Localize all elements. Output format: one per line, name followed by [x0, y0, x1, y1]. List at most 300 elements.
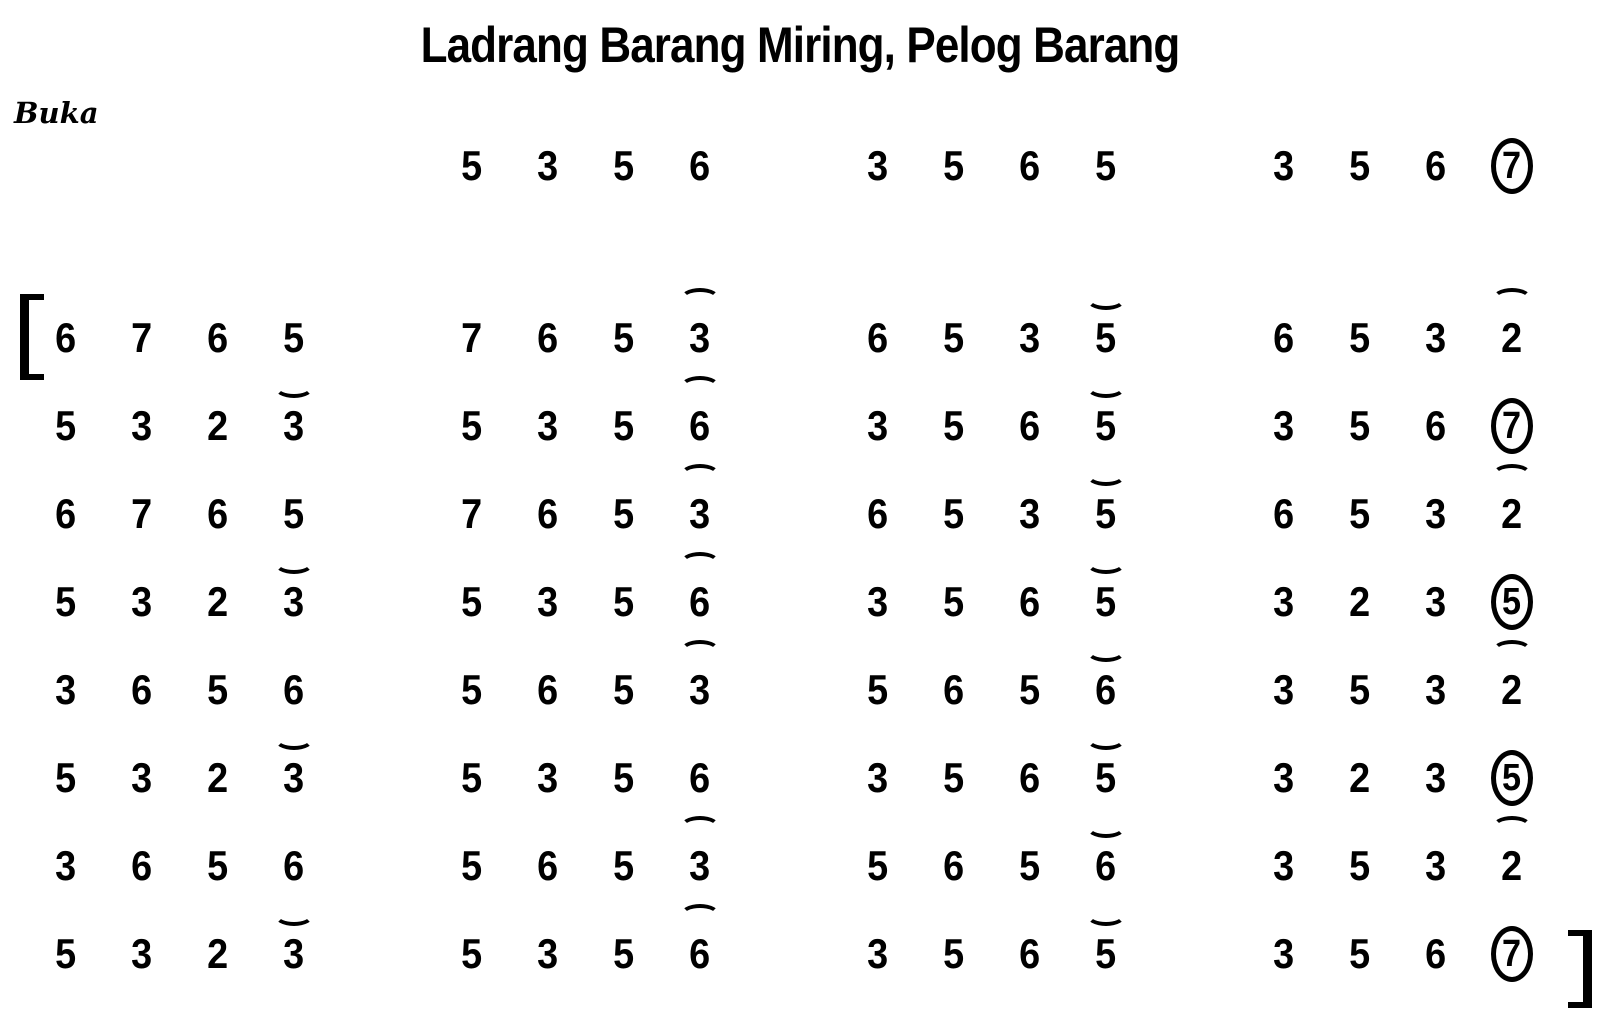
- note-pitch: 5: [613, 666, 635, 713]
- kempul-arc-icon: [1086, 728, 1126, 750]
- note-cell: [1322, 818, 1398, 890]
- note-pitch: 6: [1095, 666, 1117, 713]
- note-cell: [104, 818, 180, 890]
- note-cell: [180, 642, 256, 714]
- note-pitch: 3: [1273, 754, 1295, 801]
- note-cell: [840, 118, 916, 190]
- note-pitch: 5: [461, 666, 483, 713]
- note-cell: [104, 642, 180, 714]
- note-cell: [1474, 466, 1550, 538]
- buka-label: Buka: [14, 96, 99, 130]
- note-pitch: 3: [1019, 314, 1041, 361]
- note-cell: [510, 290, 586, 362]
- mark-slot: [274, 730, 314, 750]
- note-pitch: 5: [1095, 314, 1117, 361]
- pitch-wrap: [1272, 578, 1295, 626]
- note-cell: [510, 554, 586, 626]
- note-cell: [586, 906, 662, 978]
- note-pitch: 5: [613, 578, 635, 625]
- note-pitch: 5: [1502, 757, 1522, 799]
- note-cell: [28, 378, 104, 450]
- pitch-wrap: [282, 314, 305, 362]
- mark-slot: [1492, 818, 1532, 838]
- note-cell: [1068, 466, 1144, 538]
- note-pitch: 3: [689, 490, 711, 537]
- note-cell: [1246, 818, 1322, 890]
- pitch-wrap: [1348, 490, 1371, 538]
- note-pitch: 3: [1019, 490, 1041, 537]
- pitch-wrap: [1094, 842, 1117, 890]
- pitch-wrap: [536, 578, 559, 626]
- note-pitch: 3: [537, 578, 559, 625]
- note-cell: [916, 290, 992, 362]
- note-pitch: 5: [1349, 842, 1371, 889]
- pitch-wrap: [866, 754, 889, 802]
- pitch-wrap: [866, 314, 889, 362]
- note-cell: [180, 466, 256, 538]
- note-cell: [840, 730, 916, 802]
- note-pitch: 5: [613, 490, 635, 537]
- note-pitch: 3: [131, 578, 153, 625]
- gong-circle-icon: [1491, 138, 1533, 194]
- pitch-wrap: [942, 754, 965, 802]
- pitch-wrap: [1018, 578, 1041, 626]
- note-pitch: 6: [55, 490, 77, 537]
- gatra: [840, 466, 1144, 538]
- note-pitch: 2: [1349, 578, 1371, 625]
- note-pitch: 6: [1273, 490, 1295, 537]
- note-cell: [916, 730, 992, 802]
- kempul-arc-icon: [1086, 376, 1126, 398]
- pitch-wrap: [460, 490, 483, 538]
- note-cell: [586, 818, 662, 890]
- pitch-wrap: [130, 490, 153, 538]
- note-cell: [180, 290, 256, 362]
- note-cell: [1246, 906, 1322, 978]
- note-cell: [916, 554, 992, 626]
- note-cell: [1398, 554, 1474, 626]
- note-pitch: 6: [1019, 754, 1041, 801]
- gatra: [1246, 730, 1550, 802]
- pitch-wrap: [612, 142, 635, 190]
- pitch-wrap: [206, 842, 229, 890]
- note-cell: [662, 730, 738, 802]
- pitch-wrap: [460, 930, 483, 978]
- pitch-wrap: [942, 490, 965, 538]
- mark-slot: [1086, 554, 1126, 574]
- note-pitch: 6: [55, 314, 77, 361]
- note-pitch: 2: [1349, 754, 1371, 801]
- note-cell: [510, 378, 586, 450]
- kenong-arc-icon: [1492, 288, 1532, 310]
- pitch-wrap: [282, 578, 305, 626]
- note-cell: [992, 730, 1068, 802]
- pitch-wrap: [1500, 842, 1523, 890]
- note-pitch: 3: [1425, 578, 1447, 625]
- note-cell: [434, 906, 510, 978]
- gatra: [434, 906, 738, 978]
- pitch-wrap: [130, 754, 153, 802]
- pitch-wrap: [1500, 666, 1523, 714]
- note-cell: [1068, 818, 1144, 890]
- note-cell: [1322, 290, 1398, 362]
- gong-circle-icon: [1491, 398, 1533, 454]
- mark-slot: [274, 554, 314, 574]
- note-cell: [256, 466, 332, 538]
- note-cell: [434, 554, 510, 626]
- note-pitch: 6: [537, 842, 559, 889]
- gatra: [1246, 118, 1550, 190]
- pitch-wrap: [1500, 314, 1523, 362]
- note-pitch: 5: [461, 842, 483, 889]
- note-cell: [180, 554, 256, 626]
- pitch-wrap: [1424, 490, 1447, 538]
- mark-slot: [680, 466, 720, 486]
- pitch-wrap: [130, 842, 153, 890]
- pitch-wrap: [688, 142, 711, 190]
- notation-row: [0, 378, 1550, 466]
- note-cell: [586, 118, 662, 190]
- note-pitch: 3: [537, 402, 559, 449]
- pitch-wrap: [866, 402, 889, 450]
- note-cell: [28, 906, 104, 978]
- note-pitch: 6: [207, 314, 229, 361]
- mark-slot: [1492, 466, 1532, 486]
- mark-slot: [1086, 642, 1126, 662]
- kempul-arc-icon: [274, 904, 314, 926]
- note-cell: [180, 818, 256, 890]
- note-pitch: 2: [1501, 666, 1523, 713]
- note-cell: [586, 290, 662, 362]
- pitch-wrap: [612, 666, 635, 714]
- pitch-wrap: [206, 314, 229, 362]
- pitch-wrap: [942, 314, 965, 362]
- note-cell: [1068, 642, 1144, 714]
- pitch-wrap: [1094, 578, 1117, 626]
- note-pitch: 3: [689, 314, 711, 361]
- note-pitch: 3: [537, 142, 559, 189]
- note-cell: [586, 642, 662, 714]
- pitch-wrap: [282, 754, 305, 802]
- pitch-wrap: [1424, 754, 1447, 802]
- pitch-wrap: [1272, 402, 1295, 450]
- note-cell: [180, 730, 256, 802]
- pitch-wrap: [612, 578, 635, 626]
- note-cell: [586, 466, 662, 538]
- note-pitch: 5: [943, 402, 965, 449]
- pitch-wrap: [1424, 314, 1447, 362]
- note-cell: [510, 730, 586, 802]
- pitch-wrap: [1424, 666, 1447, 714]
- mark-slot: [1086, 466, 1126, 486]
- note-pitch: 5: [1019, 666, 1041, 713]
- pitch-wrap: [1094, 930, 1117, 978]
- note-cell: [256, 290, 332, 362]
- note-cell: [586, 378, 662, 450]
- note-pitch: 6: [1425, 402, 1447, 449]
- note-cell: [1474, 906, 1550, 978]
- mark-slot: [1086, 290, 1126, 310]
- pitch-wrap: [942, 666, 965, 714]
- pitch-wrap: [1348, 842, 1371, 890]
- kempul-arc-icon: [274, 728, 314, 750]
- note-pitch: 2: [1501, 490, 1523, 537]
- note-cell: [992, 906, 1068, 978]
- notation-row: [0, 906, 1550, 994]
- pitch-wrap: [1491, 578, 1533, 626]
- pitch-wrap: [942, 578, 965, 626]
- note-pitch: 6: [1273, 314, 1295, 361]
- pitch-wrap: [1491, 754, 1533, 802]
- note-pitch: 6: [1425, 142, 1447, 189]
- gatra: [28, 642, 332, 714]
- note-cell: [104, 466, 180, 538]
- gatra: [434, 642, 738, 714]
- note-cell: [1068, 730, 1144, 802]
- gatra: [840, 818, 1144, 890]
- note-cell: [434, 730, 510, 802]
- note-pitch: 6: [207, 490, 229, 537]
- note-cell: [992, 642, 1068, 714]
- pitch-wrap: [688, 666, 711, 714]
- note-pitch: 5: [1095, 490, 1117, 537]
- note-cell: [28, 730, 104, 802]
- pitch-wrap: [130, 578, 153, 626]
- gatra: [434, 118, 738, 190]
- pitch-wrap: [1491, 402, 1533, 450]
- pitch-wrap: [1348, 314, 1371, 362]
- notation-grid: [0, 290, 1550, 994]
- gatra: [840, 118, 1144, 190]
- notation-row: [0, 642, 1550, 730]
- note-cell: [992, 818, 1068, 890]
- pitch-wrap: [688, 314, 711, 362]
- note-cell: [434, 378, 510, 450]
- pitch-wrap: [1424, 930, 1447, 978]
- note-pitch: 3: [1425, 666, 1447, 713]
- pitch-wrap: [1094, 666, 1117, 714]
- note-cell: [434, 118, 510, 190]
- note-pitch: 3: [283, 402, 305, 449]
- pitch-wrap: [536, 490, 559, 538]
- mark-slot: [1492, 642, 1532, 662]
- gatra: [28, 466, 332, 538]
- gatra: [1246, 466, 1550, 538]
- note-pitch: 5: [1095, 142, 1117, 189]
- note-cell: [1246, 466, 1322, 538]
- note-pitch: 6: [943, 842, 965, 889]
- note-pitch: 5: [461, 578, 483, 625]
- note-cell: [1398, 818, 1474, 890]
- gatra: [840, 554, 1144, 626]
- note-cell: [992, 290, 1068, 362]
- kenong-arc-icon: [680, 376, 720, 398]
- note-cell: [1398, 378, 1474, 450]
- repeat-close-bracket-icon: [1568, 930, 1592, 1008]
- note-pitch: 3: [1425, 754, 1447, 801]
- pitch-wrap: [130, 666, 153, 714]
- gatra: [434, 466, 738, 538]
- note-cell: [180, 906, 256, 978]
- note-pitch: 3: [537, 754, 559, 801]
- pitch-wrap: [536, 754, 559, 802]
- repeat-open-bracket-icon: [20, 294, 44, 380]
- note-cell: [104, 378, 180, 450]
- gatra: [1246, 554, 1550, 626]
- note-pitch: 5: [1095, 402, 1117, 449]
- note-pitch: 6: [537, 314, 559, 361]
- note-pitch: 3: [1273, 142, 1295, 189]
- note-pitch: 6: [1019, 142, 1041, 189]
- note-pitch: 5: [1095, 930, 1117, 977]
- note-cell: [434, 290, 510, 362]
- gatra: [840, 378, 1144, 450]
- pitch-wrap: [1272, 142, 1295, 190]
- note-cell: [1322, 906, 1398, 978]
- note-cell: [662, 818, 738, 890]
- gatra: [28, 290, 332, 362]
- note-pitch: 5: [867, 842, 889, 889]
- note-cell: [662, 118, 738, 190]
- pitch-wrap: [206, 666, 229, 714]
- pitch-wrap: [688, 930, 711, 978]
- pitch-wrap: [1272, 666, 1295, 714]
- note-pitch: 3: [1273, 578, 1295, 625]
- pitch-wrap: [1094, 402, 1117, 450]
- note-cell: [28, 554, 104, 626]
- note-cell: [1398, 118, 1474, 190]
- note-pitch: 6: [867, 314, 889, 361]
- pitch-wrap: [688, 754, 711, 802]
- note-cell: [1068, 554, 1144, 626]
- pitch-wrap: [1272, 490, 1295, 538]
- note-pitch: 5: [943, 930, 965, 977]
- pitch-wrap: [206, 402, 229, 450]
- note-pitch: 5: [1349, 402, 1371, 449]
- gatra: [434, 730, 738, 802]
- mark-slot: [1086, 818, 1126, 838]
- pitch-wrap: [282, 930, 305, 978]
- pitch-wrap: [612, 754, 635, 802]
- note-pitch: 3: [55, 842, 77, 889]
- note-cell: [840, 290, 916, 362]
- note-cell: [1246, 290, 1322, 362]
- note-cell: [1246, 554, 1322, 626]
- pitch-wrap: [460, 314, 483, 362]
- pitch-wrap: [282, 490, 305, 538]
- note-pitch: 6: [1019, 578, 1041, 625]
- note-pitch: 5: [867, 666, 889, 713]
- note-pitch: 5: [943, 578, 965, 625]
- note-pitch: 5: [943, 490, 965, 537]
- pitch-wrap: [460, 578, 483, 626]
- pitch-wrap: [536, 402, 559, 450]
- notation-row: [0, 554, 1550, 642]
- kempul-arc-icon: [1086, 464, 1126, 486]
- pitch-wrap: [866, 142, 889, 190]
- gong-circle-icon: [1491, 574, 1533, 630]
- kempul-arc-icon: [1086, 904, 1126, 926]
- note-pitch: 5: [55, 578, 77, 625]
- pitch-wrap: [536, 842, 559, 890]
- kenong-arc-icon: [680, 904, 720, 926]
- gatra: [28, 730, 332, 802]
- note-cell: [510, 906, 586, 978]
- note-cell: [1474, 378, 1550, 450]
- note-pitch: 5: [1095, 578, 1117, 625]
- note-pitch: 6: [867, 490, 889, 537]
- pitch-wrap: [688, 402, 711, 450]
- note-cell: [662, 290, 738, 362]
- pitch-wrap: [688, 578, 711, 626]
- gatra: [434, 554, 738, 626]
- pitch-wrap: [612, 314, 635, 362]
- kenong-arc-icon: [680, 464, 720, 486]
- note-pitch: 6: [537, 490, 559, 537]
- note-pitch: 7: [461, 490, 483, 537]
- note-cell: [1474, 642, 1550, 714]
- note-pitch: 6: [689, 578, 711, 625]
- note-cell: [992, 466, 1068, 538]
- note-cell: [104, 730, 180, 802]
- kenong-arc-icon: [680, 552, 720, 574]
- note-pitch: 5: [1349, 314, 1371, 361]
- note-cell: [662, 466, 738, 538]
- pitch-wrap: [206, 930, 229, 978]
- page-title: Ladrang Barang Miring, Pelog Barang: [420, 17, 1180, 73]
- note-cell: [916, 818, 992, 890]
- note-cell: [1246, 378, 1322, 450]
- note-cell: [840, 818, 916, 890]
- pitch-wrap: [1491, 142, 1533, 190]
- note-cell: [1474, 818, 1550, 890]
- kempul-arc-icon: [1086, 552, 1126, 574]
- mark-slot: [1492, 290, 1532, 310]
- notation-row: [0, 818, 1550, 906]
- note-pitch: 3: [131, 754, 153, 801]
- note-pitch: 5: [207, 842, 229, 889]
- note-pitch: 6: [1019, 930, 1041, 977]
- note-cell: [180, 378, 256, 450]
- pitch-wrap: [866, 490, 889, 538]
- note-cell: [916, 642, 992, 714]
- pitch-wrap: [1272, 842, 1295, 890]
- note-pitch: 3: [1425, 842, 1447, 889]
- mark-slot: [680, 818, 720, 838]
- gatra: [434, 290, 738, 362]
- pitch-wrap: [54, 490, 77, 538]
- pitch-wrap: [282, 842, 305, 890]
- pitch-wrap: [1018, 314, 1041, 362]
- note-cell: [1474, 290, 1550, 362]
- note-cell: [256, 378, 332, 450]
- pitch-wrap: [1018, 754, 1041, 802]
- pitch-wrap: [688, 490, 711, 538]
- mark-slot: [1086, 906, 1126, 926]
- pitch-wrap: [282, 402, 305, 450]
- note-pitch: 7: [1502, 405, 1522, 447]
- note-cell: [992, 118, 1068, 190]
- note-cell: [256, 818, 332, 890]
- note-pitch: 7: [1502, 933, 1522, 975]
- pitch-wrap: [1272, 754, 1295, 802]
- pitch-wrap: [1348, 578, 1371, 626]
- note-pitch: 5: [283, 314, 305, 361]
- kenong-arc-icon: [680, 816, 720, 838]
- note-cell: [1398, 730, 1474, 802]
- note-cell: [1068, 906, 1144, 978]
- note-cell: [1246, 730, 1322, 802]
